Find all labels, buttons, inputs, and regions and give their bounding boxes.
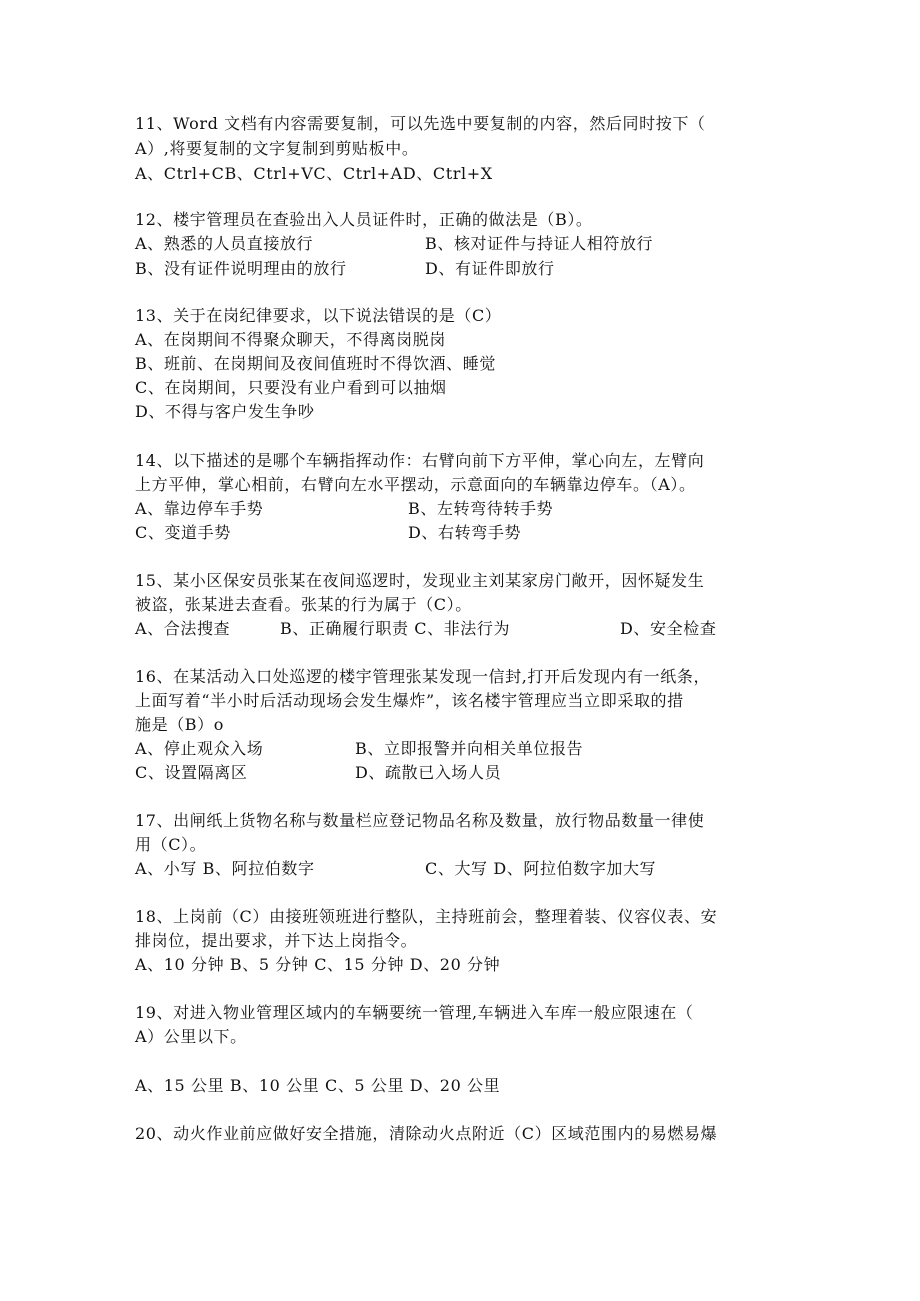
question-16-option-a: A、停止观众入场 bbox=[135, 739, 264, 758]
question-19-text-cont: A）公里以下。 bbox=[135, 1027, 247, 1046]
question-13-text: 13、关于在岗纪律要求，以下说法错误的是（C） bbox=[135, 306, 502, 325]
question-14-option-d: D、右转弯手势 bbox=[408, 523, 522, 542]
question-18-options: A、10 分钟 B、5 分钟 C、15 分钟 D、20 分钟 bbox=[135, 955, 501, 974]
question-18-text-cont: 排岗位，提出要求，并下达上岗指令。 bbox=[135, 931, 418, 950]
question-19-options: A、15 公里 B、10 公里 C、5 公里 D、20 公里 bbox=[135, 1076, 501, 1095]
question-12-text: 12、楼宇管理员在查验出入人员证件时，正确的做法是（B）。 bbox=[135, 210, 593, 229]
question-17-option-c-d: C、大写 D、阿拉伯数字加大写 bbox=[425, 859, 657, 878]
question-11-text-cont: A）,将要复制的文字复制到剪贴板中。 bbox=[135, 139, 419, 158]
question-15-option-b-c: B、正确履行职责 C、非法行为 bbox=[280, 619, 511, 638]
question-14-option-b: B、左转弯待转手势 bbox=[408, 499, 554, 518]
question-13-option-b: B、班前、在岗期间及夜间值班时不得饮酒、睡觉 bbox=[135, 354, 496, 373]
question-12-option-b: B、核对证件与持证人相符放行 bbox=[425, 234, 654, 253]
question-16-text: 16、在某活动入口处巡逻的楼宇管理张某发现一信封,打开后发现内有一纸条， bbox=[135, 667, 711, 686]
question-14-text-cont: 上方平伸，掌心相前，右臂向左水平摆动，示意面向的车辆靠边停车。（A）。 bbox=[135, 475, 696, 494]
question-17-option-a-b: A、小写 B、阿拉伯数字 bbox=[135, 859, 315, 878]
question-16-option-d: D、疏散已入场人员 bbox=[355, 763, 502, 782]
question-14-option-c: C、变道手势 bbox=[135, 523, 231, 542]
question-19-text: 19、对进入物业管理区域内的车辆要统一管理,车辆进入车库一般应限速在（ bbox=[135, 1003, 694, 1022]
question-17-text-cont: 用（C）。 bbox=[135, 835, 207, 854]
question-15-option-a: A、合法搜查 bbox=[135, 619, 231, 638]
question-11-text: 11、Word 文档有内容需要复制，可以先选中要复制的内容，然后同时按下（ bbox=[135, 114, 706, 133]
question-15-text: 15、某小区保安员张某在夜间巡逻时，发现业主刘某家房门敞开，因怀疑发生 bbox=[135, 571, 705, 590]
question-11-options: A、Ctrl+CB、Ctrl+VC、Ctrl+AD、Ctrl+X bbox=[135, 164, 493, 183]
question-15-text-cont: 被盗，张某进去查看。张某的行为属于（C）。 bbox=[135, 595, 472, 614]
question-13-option-c: C、在岗期间，只要没有业户看到可以抽烟 bbox=[135, 378, 447, 397]
question-13-option-d: D、不得与客户发生争吵 bbox=[135, 402, 315, 421]
question-16-option-b: B、立即报警并向相关单位报告 bbox=[355, 739, 584, 758]
question-12-option-d: D、有证件即放行 bbox=[425, 259, 555, 278]
question-15-option-d: D、安全检查 bbox=[620, 619, 717, 638]
question-14-text: 14、以下描述的是哪个车辆指挥动作：右臂向前下方平伸，掌心向左，左臂向 bbox=[135, 451, 705, 470]
question-14-option-a: A、靠边停车手势 bbox=[135, 499, 264, 518]
question-16-text-cont2: 施是（B）o bbox=[135, 715, 224, 734]
question-18-text: 18、上岗前（C）由接班领班进行整队，主持班前会，整理着装、仪容仪表、安 bbox=[135, 907, 718, 926]
question-16-option-c: C、设置隔离区 bbox=[135, 763, 248, 782]
question-20-text: 20、动火作业前应做好安全措施，清除动火点附近（C）区域范围内的易燃易爆 bbox=[135, 1124, 718, 1143]
question-12-option-a: A、熟悉的人员直接放行 bbox=[135, 234, 314, 253]
question-13-option-a: A、在岗期间不得聚众聊天，不得离岗脱岗 bbox=[135, 330, 446, 349]
question-12-option-c: B、没有证件说明理由的放行 bbox=[135, 259, 347, 278]
question-16-text-cont: 上面写着“半小时后活动现场会发生爆炸”，该名楼宇管理应当立即采取的措 bbox=[135, 691, 684, 710]
question-17-text: 17、出闸纸上货物名称与数量栏应登记物品名称及数量，放行物品数量一律使 bbox=[135, 811, 705, 830]
